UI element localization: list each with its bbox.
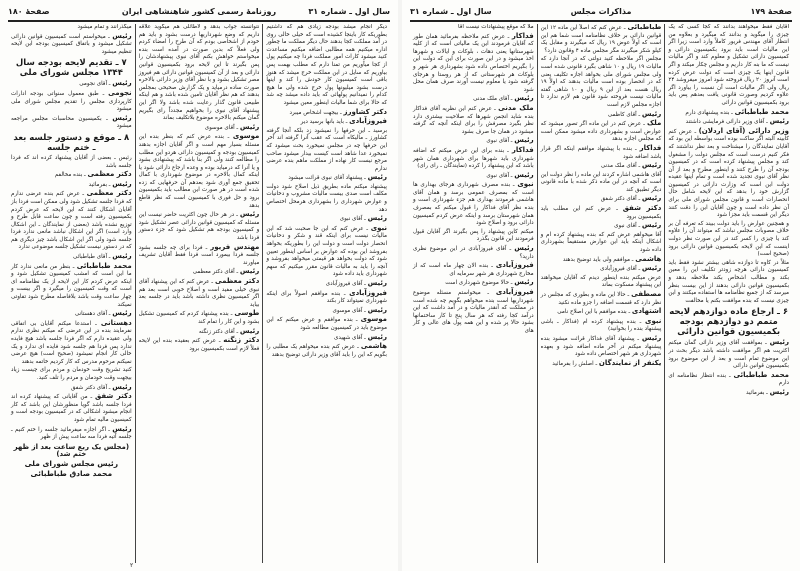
speaker-name: محمد طباطبائی	[733, 370, 789, 379]
paragraph-text: ـ پیشنهاد آقای نبوی قرائت میشود	[288, 175, 366, 182]
speaker-paragraph	[11, 171, 132, 180]
speaker-paragraph	[139, 211, 260, 242]
speaker-paragraph	[541, 265, 662, 274]
speaker-name: نجومی	[108, 88, 132, 97]
speaker-name: مصطفی	[631, 290, 662, 298]
paragraph-text: ـ در هر حال چون اکثریت حاضر نیست این مسئله که کمیسیون قوانین دارائی عصر تشکیل شود و کمیسیون بودجه هم تشکیل شود که جزء دستور فردا باشد	[138, 212, 260, 242]
paragraph-text: ـ حالا این ماده و بطوری که مجلس در نظر دارد که قسمت اضافه را جزو ماده نکنید	[540, 292, 662, 306]
speaker-paragraph	[541, 145, 662, 161]
paragraph-text: کنید تشریح وقت خودمان و مردم برای چیست زیاد بیجهت وقت خودمان و مردم را تلف کنید.	[10, 367, 132, 381]
paragraph-text: ـ آقای نبوی	[339, 216, 366, 223]
speaker-name: نبوی	[370, 223, 388, 232]
text-paragraph	[668, 260, 789, 306]
paragraph-text: ـ بنده پیشنهادی دارم	[685, 109, 733, 116]
speaker-paragraph	[266, 343, 387, 359]
paragraph-text: ـ آقای نبوی	[486, 172, 513, 179]
speaker-paragraph	[413, 181, 534, 228]
paragraph-text: ـ بنده الان چهار ماه است که از مخارج شهرداری هر شهر سرمایه ای	[412, 263, 534, 277]
paragraph-text: ـ آقای دکتر شفق	[600, 196, 641, 203]
speaker-paragraph	[668, 389, 789, 398]
speaker-name: رئیس	[641, 333, 662, 342]
paragraph-text: ـ بفرمائید	[88, 181, 111, 188]
speaker-name: رئیس	[769, 338, 790, 347]
speaker-paragraph	[413, 245, 534, 261]
paragraph-text: ـ آقای نبوی	[486, 138, 513, 145]
paragraph-text: میکنم کاین پیشنهاد را پس بگیرند اگر آقایان قبول فرمودند این قانون بگذرد	[412, 228, 534, 243]
speaker-paragraph	[668, 128, 789, 220]
speaker-paragraph	[541, 360, 662, 369]
speaker-paragraph	[541, 291, 662, 307]
speaker-name: رئیس	[239, 122, 260, 131]
speaker-name: رئیس	[367, 214, 387, 223]
speaker-paragraph	[541, 256, 662, 265]
paragraph-text: ـ آقای نجومی	[79, 81, 111, 88]
signature-line: محمد صادق طباطبائی	[30, 468, 113, 478]
paragraph-text: ـ عرض کنم کابینه البته اگر ساکت بوده است بواسطه این بود که آقایان نمایندگان را میشناخت و بعد نظر نداشتند که فکر کنیم درست است که مجلس دولت را مشغول کند و مجلس پیشنهاد کرده است که در کمیسیون بودجه آن را طرح کنند و اینطور مطرح و بعد از آن نظر آقای نبوی تجدید شده است و تمام اینها عقیده دولت این است که وزارت دارائی در کمیسیون گزارش خود را بدهد که این لایحه شامل حال انحصارات است و قانون مجلس شورای ملی برای آن نظر داده است و چون آقایان این را دقت کنند دیگر این قسمت باید مجزا شود	[668, 128, 789, 219]
speaker-paragraph	[668, 339, 789, 370]
speaker-name: رئیس	[112, 252, 132, 261]
text-paragraph	[11, 367, 132, 382]
paragraph-text: ـ بنده پیشنهاد کرده ام (فداکار ـ باشی پیشنهاد بنده را بخوانید)	[540, 318, 662, 333]
right-page-header	[410, 4, 792, 18]
speaker-name: موسوی	[360, 315, 387, 324]
speaker-paragraph	[11, 181, 132, 190]
text-paragraph	[413, 229, 534, 244]
paragraph-text: مثلاً در کاوه تا دوازده شاهی بیشتر نشود فقط باید کمیسیون دارائی هرچه زودتر تکلیف این را معین بکند و مطالب اشخاص بکند ملاحظه بدهد و بکمیسیون قوانین دارائی بدهند از این بیست بنظر میرسد که از جمیع نظامنامه ها استفاده میکنند و این چیزی نیست که بنده موافقت بکنم یا مخالفت	[668, 259, 789, 304]
speaker-paragraph	[11, 320, 132, 367]
left-page-issue: سال اول ـ شماره ۳۱	[308, 6, 390, 16]
speaker-name: رئیس	[769, 387, 789, 396]
paragraph-text: ـ عرض کنم در این ماده اگر تصور میشود که عوارض است و بشهرداری داده میشود ممکن است که مجلس اجازه بدهد	[540, 121, 662, 143]
column	[135, 24, 263, 563]
speaker-name: دکتر شفق	[95, 392, 132, 401]
speaker-paragraph	[266, 280, 387, 289]
speaker-name: اشتهادی	[631, 307, 662, 316]
speaker-paragraph	[413, 172, 534, 181]
column	[8, 24, 135, 563]
text-paragraph	[413, 24, 534, 32]
speaker-paragraph	[139, 278, 260, 309]
speaker-name: هاشمی	[635, 254, 662, 263]
paragraph-text: و همچنین عوارض را باید دولت ببیند که تعرفه آن بر خلاف مصوبات مجلس نباشد که میتواند آن را علاوه کند یا چیزی را کسر کند در این صورت نظر دولت اینست که این لایحه بکمیسیون قوانین دارائی برود (صحیح است)	[668, 220, 789, 258]
speaker-paragraph	[413, 147, 534, 171]
paragraph-text: ـ عرض کنم که این جا صحبت شد که این مالیات نیست برای اینکه قند و شکر و دخانیات انحصار دولت است و دولت این را بطوریکه بخواهد بفروشد این بوده که عوارض بر اساس اینطور تعیین شود که دولت بخواهد هر قیمتی میخواهد بفروشد و آنچه را باید به مالیات قانون مقرر میکنیم که سهم شهرداری باید داده شود	[266, 225, 387, 278]
left-page-header	[8, 4, 390, 18]
paragraph-text: نتوانسته جواب بدهد و لاطائلی هم میگوید علاقه داریم که وضع شهرداریها درست بشود و باید هم خودم از اشخاصی بودم که آن طرح را امضاء کردم ولی فعلاً که بدین صورت در آمده است بنده میخواستم خواهش بکنم آقای نبوی پیشنهادشان را پس بگیرند تا این لایحه برود بکمیسیون قوانین دارائی و بعد از آن کمیسیون قوانین دارائی هم فیروز مصر تشکیل بشود و با نظر آقای وزیر دارائی بالاخره صورت ساده درمیاید و یک گزارش صحیحی بمجلس بدهند که هم نظر آقایان تامین شده باشد و هم اینکه طبیعی قانون گذار رعایت شده باشد ولا اگر این پیشنهاد آقای نبوی را بخواهیم مجدداً رای بگیریم گمان میکنم بالاخره موضوع بلاتکلیف بماند	[138, 24, 260, 122]
speaker-name: رئیس	[641, 221, 662, 230]
speaker-paragraph	[139, 310, 260, 326]
text-paragraph	[668, 24, 789, 108]
speaker-name: رئیس	[641, 161, 662, 170]
paragraph-text: پیشنهاد میکنم ماده بطریق ذیل اصلاح شود دولت مکلف است صدی بیست مالیات مشروب و دخانیات و عوارض شهرداری را بشهرداری هرمحل اختصاص دهد	[266, 183, 387, 213]
speaker-paragraph	[541, 162, 662, 171]
speaker-paragraph	[413, 95, 534, 104]
speaker-paragraph	[541, 120, 662, 144]
paragraph-text: ـ آقای شهیدی	[334, 334, 366, 341]
speaker-paragraph	[541, 195, 662, 204]
paragraph-text: ـ آقای دکتر معظمی	[192, 269, 239, 276]
speaker-paragraph	[413, 105, 534, 136]
header-rule	[410, 20, 792, 22]
speaker-paragraph	[11, 426, 132, 442]
speaker-name: رئیس	[514, 278, 534, 287]
speaker-name: دکتر کشاورز	[343, 107, 387, 116]
text-paragraph	[11, 24, 132, 32]
paragraph-text: ملا که موقع پیشنهادات نیست آقا	[458, 24, 534, 30]
speaker-name: یکنفر از نمایندگان	[598, 358, 662, 367]
speaker-name: رئیس	[367, 173, 387, 182]
speaker-paragraph	[668, 372, 789, 388]
paragraph-text: ـ بیجهت اشخاص میبرد	[289, 109, 342, 116]
speaker-paragraph	[139, 133, 260, 210]
paragraph-text: ـ فردا برای چه جلسه بشود جلسه فردا بیمورد است فردا فقط آقایان تشریف میاورند	[138, 244, 260, 266]
speaker-name: رئیس	[641, 264, 662, 273]
header-rule	[8, 20, 390, 22]
session-end-note: (مجلس یک ربع ساعت بعد از ظهر ختم شد)	[13, 442, 130, 459]
paragraph-text: آقا میخواهم عرض کنم که بنده پیشنهاد کرده ام و اشکال اینکه باید این عوارض مستقیماً بشهرداری داده شود	[540, 231, 662, 254]
paragraph-text: ـ آقای ملک مدنی	[473, 96, 513, 103]
speaker-name: مهندس فریور	[210, 242, 260, 251]
left-page	[0, 0, 398, 571]
speaker-name: رئیس	[112, 309, 132, 318]
paragraph-text: ـ عرض کنم این مطلب باید بکمیسیون برود	[540, 206, 662, 220]
paragraph-text: ـ میخواستم مسئله موضوع شهرداریها است بنده میخواهم بگویم چه شده است در مملکت که آنقدر مالیات و در آمد داشت که این درآمد کجا رفته که هر سال پنج تا کار ساختمانها بشود حالا پر شده و این همه پول های عالی و کار های	[412, 290, 534, 334]
speaker-name: رئیس	[239, 210, 260, 219]
paragraph-text: رئیس ـ بعضی از آقایان پیشنهاد کرده اند که فردا جلسه باشد	[10, 154, 132, 169]
speaker-paragraph	[139, 337, 260, 353]
speaker-name: رئیس	[112, 79, 132, 88]
paragraph-text: میگذرانند و تمام میشود	[77, 24, 132, 30]
speaker-paragraph	[668, 109, 789, 118]
speaker-paragraph	[11, 90, 132, 114]
paragraph-text: ـ بنده عرض کنم که بنظر بنده این مسئله بسیار مهم است و اگر آقایان اجازه بدهند کمیسیون بودجه و کمیسیون دارائی هردو این مطلب را مطالعه کنند ولی اگر بنا باشد که پیشنهادی بشود و یا آنرا که درمیاید بوده و وعده ارجاع دارائی شود یا اینکه کمال بالاخره در موضوع شهرداری با کمال تحقیق جمع آوری شود بعدهم آن حرفهایی که زده شده است در هر صورت این مطالب باید بکمیسیون برود و حل فوری با کمیسیون است که نظر قاطع بدهد	[138, 134, 260, 209]
speaker-name: فداکار	[511, 145, 534, 154]
paragraph-text: ـ آقای دکتر زنگنه	[198, 328, 239, 335]
paragraph-text: ـ بنده موافقم و عرض میکنم که این موضوع باید در کمیسیون مطالعه شود	[266, 317, 387, 331]
speaker-paragraph	[266, 109, 387, 118]
speaker-name: دکتر زنگنه	[223, 336, 260, 345]
paragraph-text: ـ طبق معمول سنواتی بودجه ادارات کارپردازی مجلس را تقدیم مجلس شورای ملی میشود	[10, 90, 132, 113]
paragraph-text: ـ آقای فیروزآبادی	[600, 266, 641, 273]
right-page-title: مذاکرات مجلس	[570, 6, 632, 16]
speaker-name: رئیس	[641, 194, 662, 203]
right-page-columns	[410, 24, 792, 563]
paragraph-text: ـ عرض کنم که اصلاً این ماده ۱۲ این قوانین دارائی بر خلاف نظامنامه است شما هم این است که اولاً عوض ۱۹ ریال که میگیرند و مقابل یک کیلو شکر میگیرند مگر مجلس ماده ۴ وقانون دارد؟	[540, 25, 662, 54]
speaker-name: فیروزآبادی	[349, 117, 387, 126]
speaker-name: رئیس	[367, 279, 387, 287]
paragraph-text: ـ اگر اجازه میفرمائید جلسه را ختم کنیم ـ جلسه آتیه فردا سه ساعت پیش از ظهر	[10, 426, 132, 441]
paragraph-text: ـ بنده موافقم با این اصلاح نامی	[557, 309, 631, 316]
speaker-name: دکتر معظمی	[87, 170, 132, 179]
speaker-name: فیروزآبادی	[495, 261, 534, 270]
right-page-number: صفحهٔ ۱۷۹	[750, 6, 792, 16]
paragraph-text: ـ عرض کنم بنده میخواهم یک مطلبی را بگویم که این را باید آقای وزیر دارائی توضیح بدهند	[266, 344, 387, 358]
speaker-name: رئیس	[514, 94, 534, 103]
paragraph-text: ـ بنده برای این عرض میکنم که اضافه شهرداری باید شهرها برای شهرداری همان شهر باشد که این پیشنهاد را کرده (نمایندگان ـ رای رای)	[412, 147, 534, 170]
paragraph-text: ـ آقای فیروزآبادی در این موضوع نظری دارید؟	[412, 246, 534, 260]
section-heading: ۷ ـ تقدیم لایحه بودجه سال ۱۳۴۴ مجلس شورای ملی	[15, 58, 127, 79]
paragraph-text: ـ بنده مخالفم	[54, 172, 86, 179]
speaker-name: رئیس	[112, 424, 132, 433]
speaker-paragraph	[266, 334, 387, 343]
column	[664, 24, 792, 563]
text-paragraph	[266, 128, 387, 174]
speaker-name: وزیر دارائی (آقای اردلان)	[698, 126, 789, 135]
paragraph-text: آقایان فقط میخواهند بدانند که کجا کسی که یک چیزی را میگوید و بدانند که میگیرد و بعلاوه من انتظار آقای مهندس فریور کاملاً وارد است زیرا اگر این مالیات است باید برود بکمیسیون دارائی و کمیسیون دارائی تشکیل و معلوم کند و اگر مالیات نیست که ما بنه کار داریم و مجلس چکار میکند و اگر قانون اینها یک چیزی است که دولت عرض کرده است آنروز ۲۰ ریال فروخته شود امروز میفروشد ۲۴ ریال ولی اگر مالیات است آن نسبت را بیاورد اگر علاوه کردیم وصورت قانونی یافت بعدهم پس باید برود بکمیسیون قوانین دارائی	[668, 24, 789, 106]
paragraph-text: ـ عرض کنم بنده عرضی ندارم که فردا جلسه تشکیل شود ولی ممکن است فردا باز آقایان اشکال کنند که این لایحه که عرض کردم بکمیسیون رفته است و چون ساعت قابل طرح و توزیع نشده باشد (بعضی از نمایندگان ـ این اشکال وارد است) اگر این اشکال نباشد مانعی ندارد فردا جلسه شود ولی اگر این اشکال باشد چیز دیگری هم که در دستور نیست تشکیل جلسه موضوعی ندارد	[10, 191, 132, 251]
speaker-paragraph	[11, 253, 132, 262]
paragraph-text: آقای هاشمی اشاره کردند این ماده را نظر دولت این است که آنچه در این ماده ذکر شده با ماده قانونی دیگر تطبیق کند	[540, 171, 662, 193]
left-page-number: صفحهٔ ۱۸۰	[8, 6, 50, 16]
speaker-paragraph	[413, 289, 534, 336]
speaker-paragraph	[11, 263, 132, 310]
speaker-paragraph	[266, 290, 387, 306]
text-paragraph	[541, 56, 662, 109]
speaker-paragraph	[541, 205, 662, 221]
speaker-name: محمد طباطبائی	[76, 261, 132, 270]
column	[537, 24, 665, 563]
speaker-paragraph	[266, 316, 387, 332]
speaker-name: رئیس	[367, 305, 387, 314]
speaker-paragraph	[266, 174, 387, 183]
paragraph-text: ـ بفرمائید	[746, 389, 768, 396]
right-page	[402, 0, 800, 571]
speaker-name: طباطبائی	[627, 24, 662, 31]
speaker-name: هاشمی	[360, 342, 387, 351]
speaker-name: رئیس	[514, 244, 534, 253]
speaker-paragraph	[139, 268, 260, 277]
paragraph-text: ـ آقای فیروزآبادی	[325, 281, 366, 287]
speaker-name: رئیس	[112, 179, 132, 188]
speaker-name: رئیس	[239, 267, 260, 276]
text-paragraph	[139, 24, 260, 123]
speaker-name: رئیس	[641, 109, 662, 118]
speaker-name: رئیس	[367, 332, 387, 341]
paragraph-text: ـ بنده موافقم اصولاً برای اینکه شهرداری نمیتواند کار بکند	[266, 290, 387, 305]
paragraph-text: ـ بنده انتظار نظامنامه ای دارم	[668, 372, 789, 387]
speaker-paragraph	[541, 222, 662, 231]
paragraph-text: ـ بموافقت آقای وزیر دارائی گمان میکنم اکثریت هم اگر موافقت داشته باشد دیگر بحث در این موضوع تمام است و بعد از این موضوع برود بکمیسیون قوانین دارائی	[668, 340, 789, 370]
paragraph-text: دیگر انجام میشد بودجه زیادی هم که داشتیم بطوریکه کار باینجا کشیده است که خیلی خالی روی در آمد مملکت کجا بدهند حال دیگر مملکت ما چطور اداره میکنیم همه مطالبی اضافه میکنیم مساعدت کنید میشود کارات امور مملکت فردا چه میکنیم پول از کجا میآوریم من تمنا دارم که مطلب بهمت پس بیاوریم که سایل در این مملکت خرج میشد که هنوز باقی است کمیسیون کار خودش را کند و اینها درست بشود میلیونها پول خرج شده ولی ما هیچ کدام را نمیدانیم پولهائی که باید داده میشد چه شد که حالا برای شما مالیات اینطور معین میشود	[266, 24, 387, 106]
paragraph-text: ـ اصلش را بفرمائید	[552, 360, 598, 367]
speaker-paragraph	[541, 335, 662, 359]
speaker-paragraph	[668, 118, 789, 127]
speaker-paragraph	[413, 137, 534, 146]
speaker-name: دهستانی	[100, 318, 132, 327]
speaker-name: فداکار	[639, 143, 662, 152]
speaker-name: دکتر معظمی	[86, 189, 132, 198]
speaker-name: رئیس	[112, 31, 132, 40]
speaker-paragraph	[11, 190, 132, 252]
paragraph-text: ـ میخواستم است کمیسیون قوانین دارائی تشکیل میشود و باتفاق کمیسیون بودجه این لایحه تنظیم میشود	[10, 33, 132, 55]
speaker-paragraph	[139, 328, 260, 337]
speaker-name: رئیس	[239, 326, 260, 335]
speaker-name: دکتر معظمی	[215, 277, 260, 285]
speaker-paragraph	[11, 384, 132, 393]
speaker-paragraph	[541, 308, 662, 317]
speaker-paragraph	[541, 111, 662, 120]
speaker-paragraph	[413, 33, 534, 95]
speaker-name: رئیس	[112, 113, 132, 122]
paragraph-text: ـ آقای وزیر دارائی فرمایشی داشتند	[685, 119, 768, 126]
signature-line: رئیس مجلس شورای ملی	[24, 458, 119, 468]
speaker-name: رئیس	[112, 382, 132, 391]
speaker-name: رئیس	[514, 170, 534, 179]
paragraph-text: مجلس اگر ملاحظه کنید دولتی که در آنجا دارد که مالیات ۱۹ ریال و ۱۰ شاهی بگیرد قانونی شده است ولی مجلس شورای ملی بخواهد اجازه تکلیف یعنی که در انحصار بوده است مالیات بدهند که اولاً ۱۹ ریال هست بعد از این ۹ ریال و ۱۰ شاهی گفته مالیات نیست فروخته شود قانون هم لازم ندارد تا اجازه مجلس لازم است	[540, 56, 662, 108]
speaker-paragraph	[413, 262, 534, 278]
paragraph-text: ـ آقای موسوی	[332, 307, 366, 314]
paragraph-text: ـ بنظر من مانعی ندارد کار ما این است که امشب کمیسیون تشکیل شود و اینکه عرض کردم کار این لایحه از یک نظامنامه ای است که وقت کمیسیون را میگیرد و اگر بیست و چهار ساعت وقت باشد بلافاصله مطرح شود تفاوتی نمیکند	[10, 263, 132, 308]
speaker-paragraph	[139, 244, 260, 268]
speaker-paragraph	[11, 310, 132, 319]
speaker-paragraph	[266, 215, 387, 224]
speaker-name: رئیس	[769, 117, 789, 126]
speaker-paragraph	[11, 115, 132, 131]
text-paragraph	[266, 24, 387, 108]
text-paragraph	[541, 275, 662, 290]
paragraph-text: عرض میکنم بنده اینطور دیدم که آقایان میخواهند این پیشنهاد مسکوت بماند	[540, 274, 662, 289]
paragraph-text: ـ آقای ملک مدنی	[600, 163, 641, 170]
section-heading: ۸ ـ موقع و دستور جلسه بعد ـ ختم جلسه	[13, 132, 130, 153]
paragraph-text: ـ بنده پیشنهاد کردم که کمیسیون تشکیل بشود و این کار را تمام کند	[138, 311, 260, 325]
speaker-name: طوسی	[234, 309, 260, 318]
speaker-name: دکتر شفق	[622, 204, 662, 213]
paragraph-text: ـ آقای طباطبائی	[73, 254, 111, 261]
speaker-name: ملک	[646, 119, 662, 128]
paragraph-text: ـ آقای دهستانی	[74, 311, 111, 318]
column	[410, 24, 537, 563]
paragraph-text: ـ عرض کنم بعقیده بنده این لایحه فعلاً لازم است بکمیسیون برود	[138, 338, 260, 352]
speaker-paragraph	[541, 318, 662, 334]
text-paragraph	[541, 172, 662, 195]
paragraph-text: برسید ـ این حرفها را نمیشود زد بلکه آنجا گرفته کشاورز ـ مالیکاه است که عقب آنرا گرفته اند آخر این حرفها چه در مجلس نمیخورد بحث میشود که نمیخورد عدا شاهد است کیست بیدار میشود صاحب مرجع نیست کار نهاده از مملکت ماهم بنده عرضی ندارم	[266, 127, 387, 172]
column	[262, 24, 390, 563]
speaker-paragraph	[266, 225, 387, 279]
text-paragraph	[266, 184, 387, 214]
paragraph-text: ـ بنده مصرف شهرداری هرجای بهداری ها است که بمصرف عمومی برسد و همان آقای هاشمی فرمودند بهداری هم جزء شهرداری است و بنده نظر آقای فداکار را قبول میکنم که بمصرف همان شهرستان برسد و اینکه عرض کردم کمیسیون دارائی برود و اصلاح شود	[412, 182, 534, 227]
paragraph-text: ـ آقای دکتر شفق	[71, 384, 111, 391]
speaker-name: فیروزآبادی	[349, 288, 387, 297]
paragraph-text: ـ عرض کنم ملاحظه بفرمائید همان طور که آقایان فرمودند این یک مالیاتی است که از کلیه شهرستانها یعنی دهات ، بلوکات و ایالات و شهرها اخذ میشود و در این صورت برای این که دولت این را بگیریم اختصاص داده شود بشهرداری هر شهر و بلوکات هر شهرستانی که از هر روستا و هرجای گرفته شود یا معلوم نیست آورند صرف همان محل شود	[412, 33, 534, 93]
text-paragraph	[11, 155, 132, 170]
section-heading: ۶ ـ ارجاع ماده دوازدهم لایحه متمم دو دوازدهم بودجه بکمیسیون قوانین دارائی	[669, 307, 789, 338]
speaker-paragraph	[266, 118, 387, 127]
speaker-name: ملک مدنی	[498, 103, 534, 112]
paragraph-text: ـ آقای موسوی	[204, 124, 239, 131]
speaker-name: محمد طباطبائی	[734, 107, 789, 116]
paragraph-text: ـ عرض کنم این نظریه آقای فداکار بنده شاید انجمن شهرها که صلاحیت بیشتری دارد نظر بگیرد مصرفش را برای اینکه آنچه که گرفته میشود در همان جا صرف بشود	[412, 105, 534, 135]
speaker-paragraph	[413, 279, 534, 288]
speaker-name: رئیس	[514, 136, 534, 145]
right-page-issue: سال اول ـ شماره ۳۱	[410, 6, 492, 16]
paragraph-text: ـ من آقایانی که پیشنهاد کرده اند فردا جلسه باشد گویا منظورشان این باشد که کار انجام میشود اشکالی که در کمیسیون بودجه است و کمیسیون مالیه تمام شود	[10, 394, 132, 423]
paragraph-text: ـ حالا موضوع شهرداری است	[445, 280, 513, 287]
paragraph-text: ـ باید بانها برسید دیر	[300, 119, 348, 126]
paragraph-text: ـ آقای نبوی	[614, 223, 641, 230]
paragraph-text: ـ استدعا میکنم آقایان بی اتفاقی نفرمایند بنده در این عرضی که میکنم نظری ندارم ولی عقیده دارم که اگر فردا جلسه باشد هیچ فایده ندارد پس فردا هم جلسه شود فایده ای ندارد و یک خالی کار انجام نمیشود (صحیح است) هیچ عرضی نمیکنم مرحوم مدرس که کار کردیم خاتمه بدهند	[10, 320, 132, 365]
speaker-name: نبوی	[517, 180, 534, 189]
paragraph-text: ـ پیشنهاد آقای فداکار قرائت میشود بنده پیشنهاد میکنم در آخر ماده اضافه شود و بعهده شهرداری هر شهر اختصاص داده شود	[540, 335, 662, 358]
speaker-name: فداکار	[511, 31, 534, 40]
speaker-paragraph	[541, 24, 662, 55]
left-page-columns	[8, 24, 390, 563]
speaker-paragraph	[139, 124, 260, 133]
paragraph-text: ـ موافقم ولی باید توضیح بدهند	[562, 256, 634, 263]
text-paragraph	[541, 232, 662, 255]
paragraph-text: ـ بکمیسیون محاسبات مجلس مراجعه میشود	[10, 115, 132, 130]
speaker-paragraph	[11, 33, 132, 57]
text-paragraph	[668, 221, 789, 259]
paragraph-text: ـ عرض کنم که این پیشنهاد آقای نبوی خیلی مفید است و اصلاح خوبی است بعد هم اگر کمیسیون نظری داشته باشد باید در جلسه بعد بیاید	[138, 279, 260, 308]
speaker-name: نبوی	[645, 316, 662, 325]
speaker-paragraph	[11, 80, 132, 89]
speaker-paragraph	[266, 307, 387, 316]
speaker-name: فیروزآبادی	[495, 288, 534, 296]
footer-page-number: ۲	[130, 562, 134, 569]
speaker-paragraph	[11, 393, 132, 424]
left-page-title: روزنامهٔ رسمی کشور شاهنشاهی ایران	[121, 6, 277, 16]
speaker-name: موسوی	[232, 132, 260, 141]
paragraph-text: ـ بنده با پیشنهاد موافقم اینکه اگر قرار باشد اضافه شود	[540, 145, 662, 160]
paragraph-text: ـ آقای کاظمی	[607, 111, 641, 118]
